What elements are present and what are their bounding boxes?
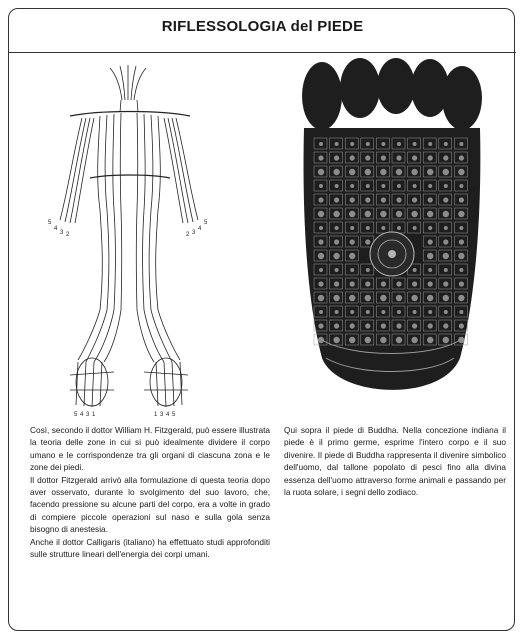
- foot-symbol-mark: [319, 142, 323, 146]
- foot-symbol-mark: [411, 169, 417, 175]
- foot-symbol-mark: [335, 142, 339, 146]
- foot-symbol-mark: [411, 337, 417, 343]
- foot-symbol-mark: [458, 253, 464, 259]
- foot-symbol-mark: [350, 142, 354, 146]
- foot-symbol-mark: [333, 253, 339, 259]
- foot-symbol-mark: [365, 295, 371, 301]
- foot-symbol-mark: [319, 226, 323, 230]
- fitzgerald-text: [30, 424, 270, 560]
- foot-symbol-mark: [428, 323, 433, 328]
- paragraph: Qui sopra il piede di Buddha. Nella concezione indiana il piede è il primo germe, esprime l'intero corpo e il suo divenire. Il piede di Buddha rappresenta il divenire simbolico dell'uomo, dal tallone popolato di pesci fino alla divina essenza dell'uomo attraverso forme animali e passando per la ruota solare, i segni dello zodiaco.: [284, 425, 506, 498]
- foot-symbol-mark: [334, 155, 339, 160]
- foot-symbol-mark: [349, 253, 355, 259]
- foot-symbol-mark: [396, 197, 401, 202]
- svg-text:3: 3: [192, 230, 196, 236]
- foot-symbol-mark: [427, 211, 433, 217]
- foot-symbol-mark: [380, 169, 386, 175]
- foot-symbol-mark: [365, 155, 370, 160]
- foot-symbol-mark: [443, 337, 449, 343]
- foot-symbol-mark: [381, 197, 386, 202]
- foot-symbol-mark: [333, 169, 339, 175]
- foot-symbol-mark: [428, 184, 432, 188]
- foot-symbol-mark: [459, 310, 463, 314]
- paragraph: Anche il dottor Calligaris (italiano) ha effettuato studi approfonditi sulle strutture lineari dell'energia dei corpi umani.: [30, 536, 270, 560]
- foot-symbol-mark: [381, 155, 386, 160]
- foot-symbol-mark: [349, 169, 355, 175]
- foot-symbol-mark: [380, 295, 386, 301]
- foot-symbol-mark: [366, 184, 370, 188]
- foot-symbol-mark: [459, 184, 463, 188]
- foot-symbol-mark: [411, 211, 417, 217]
- foot-symbol-mark: [396, 281, 401, 286]
- svg-text:5: 5: [48, 220, 52, 226]
- foot-symbol-mark: [444, 268, 448, 272]
- title-divider: [9, 52, 516, 53]
- foot-symbol-mark: [411, 295, 417, 301]
- foot-symbol-mark: [334, 281, 339, 286]
- foot-symbol-mark: [365, 281, 370, 286]
- foot-symbol-mark: [365, 337, 371, 343]
- foot-symbol-mark: [413, 142, 417, 146]
- foot-symbol-mark: [381, 323, 386, 328]
- foot-symbol-mark: [318, 323, 323, 328]
- page-title: RIFLESSOLOGIA del PIEDE: [161, 18, 364, 35]
- foot-symbol-mark: [349, 211, 355, 217]
- foot-symbol-mark: [380, 337, 386, 343]
- foot-symbol-mark: [459, 281, 464, 286]
- foot-symbol-mark: [396, 323, 401, 328]
- foot-symbol-mark: [333, 295, 339, 301]
- foot-symbol-mark: [365, 197, 370, 202]
- foot-symbol-mark: [333, 211, 339, 217]
- foot-symbol-mark: [365, 169, 371, 175]
- foot-symbol-mark: [318, 211, 324, 217]
- svg-text:4: 4: [166, 412, 170, 418]
- foot-symbol-mark: [443, 281, 448, 286]
- foot-symbol-mark: [381, 142, 385, 146]
- foot-symbol-mark: [381, 310, 385, 314]
- foot-symbol-mark: [318, 281, 323, 286]
- buddha-foot-figure: [292, 58, 488, 408]
- foot-symbol-mark: [366, 226, 370, 230]
- foot-symbol-mark: [412, 197, 417, 202]
- foot-symbol-mark: [444, 184, 448, 188]
- foot-symbol-mark: [459, 268, 463, 272]
- foot-symbol-mark: [443, 155, 448, 160]
- svg-text:2: 2: [66, 232, 70, 238]
- foot-symbol-mark: [333, 337, 339, 343]
- foot-symbol-mark: [381, 226, 385, 230]
- foot-symbol-mark: [381, 281, 386, 286]
- foot-symbol-mark: [350, 239, 355, 244]
- foot-symbol-mark: [428, 268, 432, 272]
- foot-symbol-mark: [427, 169, 433, 175]
- foot-symbol-mark: [443, 197, 448, 202]
- foot-symbol-mark: [397, 184, 401, 188]
- svg-text:4: 4: [54, 226, 58, 232]
- foot-symbol-mark: [349, 337, 355, 343]
- foot-symbol-mark: [350, 155, 355, 160]
- svg-text:2: 2: [186, 232, 190, 238]
- foot-symbol-mark: [366, 268, 370, 272]
- foot-symbol-mark: [350, 268, 354, 272]
- foot-symbol-mark: [412, 155, 417, 160]
- foot-symbol-mark: [335, 310, 339, 314]
- foot-symbol-mark: [428, 239, 433, 244]
- foot-symbol-mark: [396, 155, 401, 160]
- svg-text:5: 5: [204, 220, 208, 226]
- foot-symbol-mark: [444, 142, 448, 146]
- foot-symbol-mark: [334, 323, 339, 328]
- foot-symbol-mark: [334, 197, 339, 202]
- solar-wheel-icon: [370, 232, 414, 276]
- foot-symbol-mark: [397, 142, 401, 146]
- foot-symbol-mark: [350, 281, 355, 286]
- foot-symbol-mark: [444, 310, 448, 314]
- foot-symbol-mark: [459, 142, 463, 146]
- foot-symbol-mark: [428, 281, 433, 286]
- buddha-foot-text: [284, 424, 506, 498]
- foot-symbol-mark: [319, 184, 323, 188]
- foot-symbol-mark: [318, 169, 324, 175]
- foot-symbol-mark: [396, 169, 402, 175]
- foot-symbol-mark: [380, 211, 386, 217]
- foot-symbol-mark: [366, 142, 370, 146]
- foot-symbol-mark: [318, 155, 323, 160]
- foot-symbol-mark: [335, 184, 339, 188]
- foot-symbol-mark: [443, 169, 449, 175]
- foot-symbol-mark: [365, 239, 370, 244]
- foot-symbol-mark: [396, 337, 402, 343]
- foot-symbol-mark: [443, 239, 448, 244]
- foot-symbol-mark: [427, 337, 433, 343]
- foot-symbol-mark: [319, 310, 323, 314]
- foot-symbol-mark: [443, 211, 449, 217]
- foot-symbol-mark: [366, 310, 370, 314]
- foot-symbol-mark: [427, 253, 433, 259]
- foot-symbol-mark: [318, 239, 323, 244]
- foot-symbol-mark: [335, 226, 339, 230]
- foot-symbol-mark: [318, 337, 324, 343]
- svg-text:3: 3: [86, 412, 90, 418]
- foot-symbol-mark: [413, 184, 417, 188]
- foot-symbol-mark: [350, 310, 354, 314]
- foot-symbol-mark: [396, 211, 402, 217]
- foot-symbol-mark: [412, 281, 417, 286]
- foot-symbol-mark: [459, 226, 463, 230]
- foot-symbol-mark: [349, 295, 355, 301]
- foot-symbol-mark: [318, 253, 324, 259]
- foot-symbol-mark: [443, 295, 449, 301]
- foot-symbol-mark: [334, 239, 339, 244]
- foot-symbol-mark: [350, 197, 355, 202]
- paragraph: Il dottor Fitzgerald arrivò alla formulazione di questa teoria dopo aver osservato, durante lo svolgimento del suo lavoro, che, facendo pressione su alcune parti del corpo, era a volte in grado di compiere piccole operazioni sul naso e sulla gola senza bisogno di anestesia.: [30, 474, 270, 535]
- foot-symbol-mark: [396, 295, 402, 301]
- foot-symbol-mark: [397, 226, 401, 230]
- foot-symbol-mark: [412, 323, 417, 328]
- foot-symbol-mark: [428, 155, 433, 160]
- svg-text:3: 3: [160, 412, 164, 418]
- foot-symbol-mark: [350, 323, 355, 328]
- foot-symbol-mark: [319, 268, 323, 272]
- svg-text:4: 4: [198, 226, 202, 232]
- foot-symbol-mark: [318, 197, 323, 202]
- foot-symbol-mark: [443, 253, 449, 259]
- svg-text:1: 1: [92, 412, 96, 418]
- foot-symbol-mark: [428, 226, 432, 230]
- foot-symbol-mark: [318, 295, 324, 301]
- svg-text:5: 5: [74, 412, 78, 418]
- foot-symbol-mark: [459, 197, 464, 202]
- foot-symbol-mark: [428, 142, 432, 146]
- foot-symbol-mark: [397, 310, 401, 314]
- foot-symbol-mark: [443, 323, 448, 328]
- foot-symbol-mark: [444, 226, 448, 230]
- foot-symbol-mark: [459, 155, 464, 160]
- foot-symbol-mark: [381, 184, 385, 188]
- svg-text:3: 3: [60, 230, 64, 236]
- foot-symbol-mark: [459, 323, 464, 328]
- foot-symbol-mark: [459, 239, 464, 244]
- foot-symbol-mark: [335, 268, 339, 272]
- foot-symbol-mark: [428, 197, 433, 202]
- foot-symbol-mark: [413, 310, 417, 314]
- body-zones-figure: [30, 60, 230, 418]
- foot-symbol-mark: [427, 295, 433, 301]
- foot-symbol-mark: [428, 310, 432, 314]
- foot-symbol-mark: [365, 323, 370, 328]
- foot-symbol-mark: [350, 184, 354, 188]
- foot-symbol-mark: [413, 226, 417, 230]
- svg-text:5: 5: [172, 412, 176, 418]
- foot-symbol-mark: [350, 226, 354, 230]
- foot-symbol-mark: [365, 211, 371, 217]
- svg-text:1: 1: [154, 412, 158, 418]
- paragraph: Così, secondo il dottor William H. Fitzgerald, può essere illustrata la teoria delle zone in cui si può idealmente dividere il corpo umano e le corrispondenze tra gli organi di ciascuna zona e le zone dei piedi.: [30, 425, 270, 473]
- foot-symbol-mark: [458, 295, 464, 301]
- foot-symbol-mark: [458, 169, 464, 175]
- foot-symbol-mark: [413, 268, 417, 272]
- foot-symbol-mark: [458, 211, 464, 217]
- svg-text:4: 4: [80, 412, 84, 418]
